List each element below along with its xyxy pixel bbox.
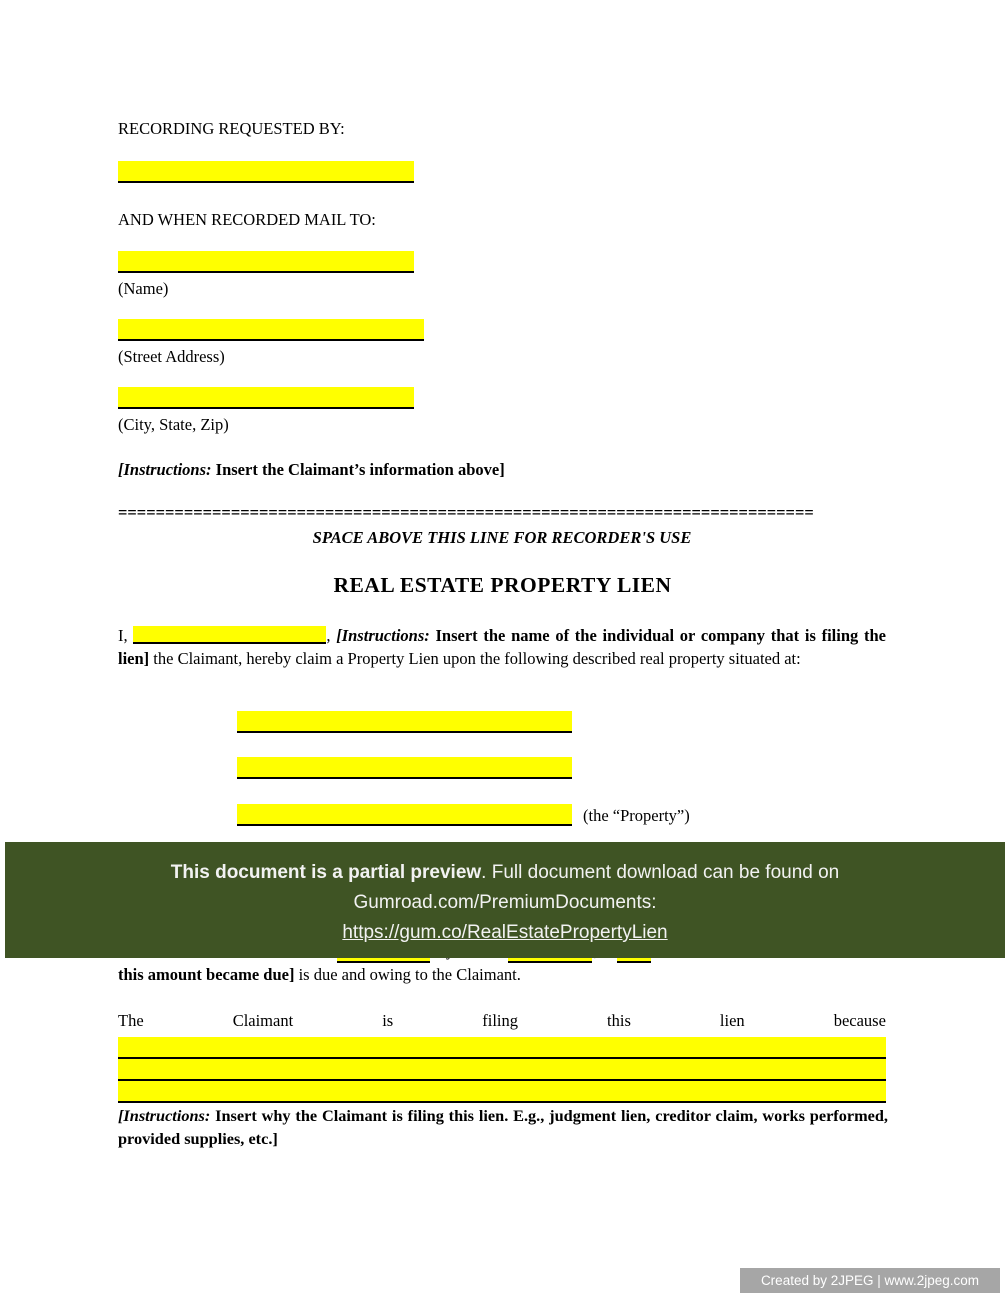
instructions-filing — [118, 1104, 888, 1150]
city-state-zip-label: (City, State, Zip) — [118, 415, 229, 434]
banner-line-1 — [5, 858, 1005, 888]
preview-banner — [5, 842, 1005, 958]
banner-line-2: Gumroad.com/PremiumDocuments: — [353, 892, 657, 913]
filing-word: is — [382, 1011, 394, 1030]
filing-word: Claimant — [232, 1011, 294, 1030]
intro-instructions-text: Insert the name of the individual or company that is filing the lien] — [118, 626, 887, 668]
street-address-label: (Street Address) — [118, 347, 225, 366]
name-label: (Name) — [118, 279, 169, 298]
reason-blank-line-3 — [118, 1081, 886, 1103]
intro-instructions-prefix: [Instructions: — [336, 626, 430, 645]
intro-lead: I, — [118, 626, 134, 645]
recorder-use-line: SPACE ABOVE THIS LINE FOR RECORDER'S USE — [312, 528, 692, 547]
due-line-rest: is due and owing to the Claimant. — [294, 965, 521, 984]
divider-line: ========================================================================== — [118, 503, 814, 522]
banner-line-3 — [5, 918, 1005, 948]
instructions-claimant — [118, 460, 505, 480]
property-suffix: (the “Property”) — [583, 806, 690, 825]
intro-comma: , — [326, 626, 337, 645]
reason-blank-line-1 — [118, 1037, 886, 1059]
name-blank — [118, 251, 414, 273]
filing-word: The — [118, 1011, 144, 1030]
due-line-bold: this amount became due] — [118, 965, 295, 984]
page-title: REAL ESTATE PROPERTY LIEN — [333, 573, 672, 597]
banner-line-1-rest: . Full document download can be found on — [481, 862, 840, 883]
recording-requested-label: RECORDING REQUESTED BY: — [118, 119, 345, 138]
property-address-blank-3 — [237, 804, 572, 826]
watermark: Created by 2JPEG | www.2jpeg.com — [740, 1268, 1000, 1293]
instructions-claimant-prefix: [Instructions: — [118, 460, 212, 479]
instructions-filing-text: Insert why the Claimant is filing this lien. E.g., judgment lien, creditor claim, works performed, provided supplies, etc.] — [118, 1106, 888, 1148]
filing-sentence — [118, 1011, 886, 1031]
reason-blank-line-2 — [118, 1059, 886, 1081]
claimant-name-blank — [133, 626, 326, 644]
property-address-blank-2 — [237, 757, 572, 779]
instructions-claimant-text: Insert the Claimant’s information above] — [211, 460, 505, 479]
city-state-zip-blank — [118, 387, 414, 409]
street-address-blank — [118, 319, 424, 341]
filing-word: this — [607, 1011, 631, 1030]
gumroad-link[interactable]: https://gum.co/RealEstatePropertyLien — [342, 922, 668, 943]
filing-word: because — [833, 1011, 886, 1030]
banner-line-1-bold: This document is a partial preview — [170, 862, 482, 883]
instructions-filing-prefix: [Instructions: — [118, 1106, 211, 1125]
mail-to-label: AND WHEN RECORDED MAIL TO: — [118, 210, 376, 229]
intro-rest: the Claimant, hereby claim a Property Lien upon the following described real property situated at: — [149, 649, 801, 668]
due-line — [118, 965, 521, 985]
filing-word: lien — [719, 1011, 745, 1030]
recording-requested-blank — [118, 161, 414, 183]
property-address-blank-1 — [237, 711, 572, 733]
filing-word: filing — [482, 1011, 519, 1030]
intro-paragraph — [118, 624, 886, 670]
